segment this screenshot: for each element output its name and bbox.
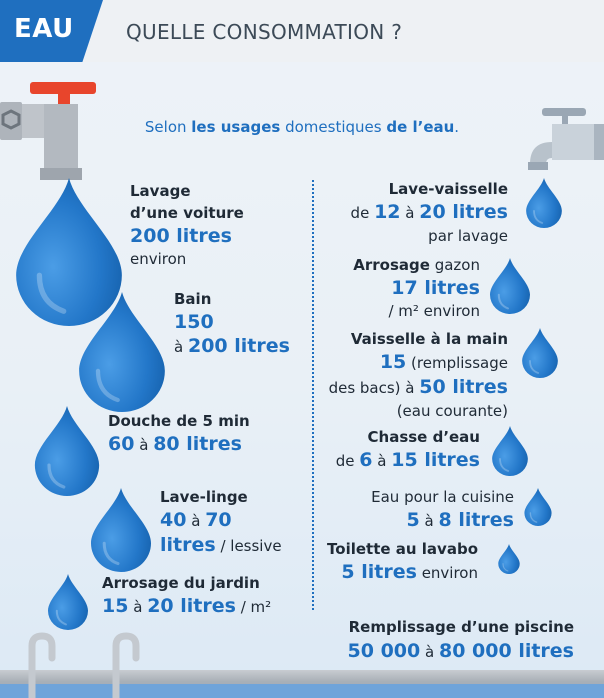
center-divider [312, 180, 314, 610]
chasse-pre: de [335, 452, 360, 470]
cuisine-conn: à [419, 512, 439, 530]
piscine-conn: à [420, 643, 439, 661]
bain-label: Bain [174, 290, 212, 308]
drop-douche-icon [34, 406, 100, 496]
main-line2 [329, 350, 508, 375]
page-title: QUELLE CONSOMMATION ? [126, 20, 403, 44]
item-lavelinge [160, 486, 282, 558]
pool-ladder-icon [20, 628, 150, 698]
faucet-right-icon [528, 104, 604, 174]
douche-v2: 80 litres [153, 433, 242, 455]
bain-value1: 150 [174, 311, 214, 333]
item-voiture [130, 180, 244, 270]
header-tag: EAU [14, 14, 74, 44]
gazon-value: 17 litres [391, 277, 480, 299]
douche-conn: à [134, 436, 154, 454]
item-cuisine [371, 486, 514, 533]
lavelinge-v2: 70 [205, 509, 232, 531]
item-vaisselle [351, 178, 508, 247]
voiture-line2: d’une voiture [130, 204, 244, 222]
lavabo-label: Toilette au lavabo [327, 540, 478, 558]
vaisselle-v2: 20 litres [419, 201, 508, 223]
gazon-label-line [353, 254, 480, 276]
main-line3 [329, 375, 508, 400]
voiture-note: environ [130, 250, 187, 268]
douche-values [108, 432, 250, 457]
vaisselle-note: par lavage [428, 227, 508, 245]
bain-value2: 200 litres [187, 335, 290, 357]
jardin-values [102, 594, 271, 619]
lavelinge-conn: à [186, 512, 206, 530]
lavelinge-label: Lave-linge [160, 488, 248, 506]
lavabo-note: environ [416, 564, 478, 582]
bain-conn: à [174, 338, 188, 356]
cuisine-v2: 8 litres [438, 509, 514, 531]
vaisselle-conn: à [400, 204, 420, 222]
chasse-label: Chasse d’eau [367, 428, 480, 446]
lavabo-value: 5 litres [341, 561, 417, 583]
gazon-label2: gazon [429, 256, 480, 274]
jardin-conn: à [128, 598, 148, 616]
voiture-value: 200 litres [130, 225, 232, 247]
vaisselle-pre: de [350, 204, 375, 222]
lavelinge-values [160, 508, 282, 533]
cuisine-label: Eau pour la cuisine [371, 488, 514, 506]
item-piscine [348, 616, 574, 665]
piscine-v1: 50 000 [347, 640, 421, 662]
drop-chasse-icon [492, 426, 528, 476]
piscine-values [348, 638, 574, 665]
drop-lavelinge-icon [90, 488, 152, 572]
chasse-values [336, 448, 480, 473]
cuisine-v1: 5 [406, 509, 420, 531]
jardin-v1: 15 [102, 595, 129, 617]
chasse-v2: 15 litres [391, 449, 480, 471]
douche-label: Douche de 5 min [108, 412, 250, 430]
vaisselle-values [351, 200, 508, 225]
jardin-note: / m² [235, 598, 272, 616]
gazon-note: / m² environ [388, 302, 480, 320]
chasse-conn: à [372, 452, 392, 470]
vaisselle-v1: 12 [374, 201, 401, 223]
drop-bain-icon [76, 292, 168, 412]
intro-part2: domestiques [280, 118, 387, 136]
drop-jardin-icon [48, 574, 88, 630]
voiture-line1: Lavage [130, 182, 191, 200]
bain-line3 [174, 334, 290, 359]
jardin-label: Arrosage du jardin [102, 574, 260, 592]
chasse-v1: 6 [359, 449, 373, 471]
main-v1: 15 [379, 351, 407, 373]
intro-bold1: les usages [191, 118, 281, 136]
cuisine-values [371, 508, 514, 533]
item-lavabo [327, 538, 478, 585]
intro-part1: Selon [144, 118, 192, 136]
drop-cuisine-icon [524, 488, 552, 526]
lavelinge-line3 [160, 533, 282, 558]
main-label: Vaisselle à la main [350, 330, 508, 348]
drop-lavabo-icon [498, 544, 520, 574]
gazon-label: Arrosage [353, 256, 430, 274]
item-douche [108, 410, 250, 457]
drop-main-icon [522, 328, 558, 378]
lavelinge-v3: litres [160, 534, 216, 556]
item-jardin [102, 572, 271, 619]
piscine-v2: 80 000 litres [438, 640, 574, 662]
item-gazon [353, 254, 480, 322]
main-note2: des bacs) à [328, 379, 420, 397]
intro-part3: . [454, 118, 460, 136]
vaisselle-label: Lave-vaisselle [388, 180, 508, 198]
item-main [329, 328, 508, 422]
intro-text [0, 118, 604, 136]
lavelinge-v1: 40 [160, 509, 187, 531]
item-chasse [336, 426, 480, 473]
piscine-label: Remplissage d’une piscine [348, 618, 574, 636]
jardin-v2: 20 litres [147, 595, 236, 617]
main-v2: 50 litres [419, 376, 508, 398]
main-note1: (remplissage [406, 354, 508, 372]
drop-gazon-icon [490, 258, 530, 314]
intro-bold2: de l’eau [386, 118, 455, 136]
item-bain [174, 288, 290, 359]
douche-v1: 60 [108, 433, 135, 455]
drop-vaisselle-icon [526, 178, 562, 228]
lavelinge-note: / lessive [215, 537, 282, 555]
lavabo-values [327, 560, 478, 585]
main-note3: (eau courante) [396, 402, 508, 420]
